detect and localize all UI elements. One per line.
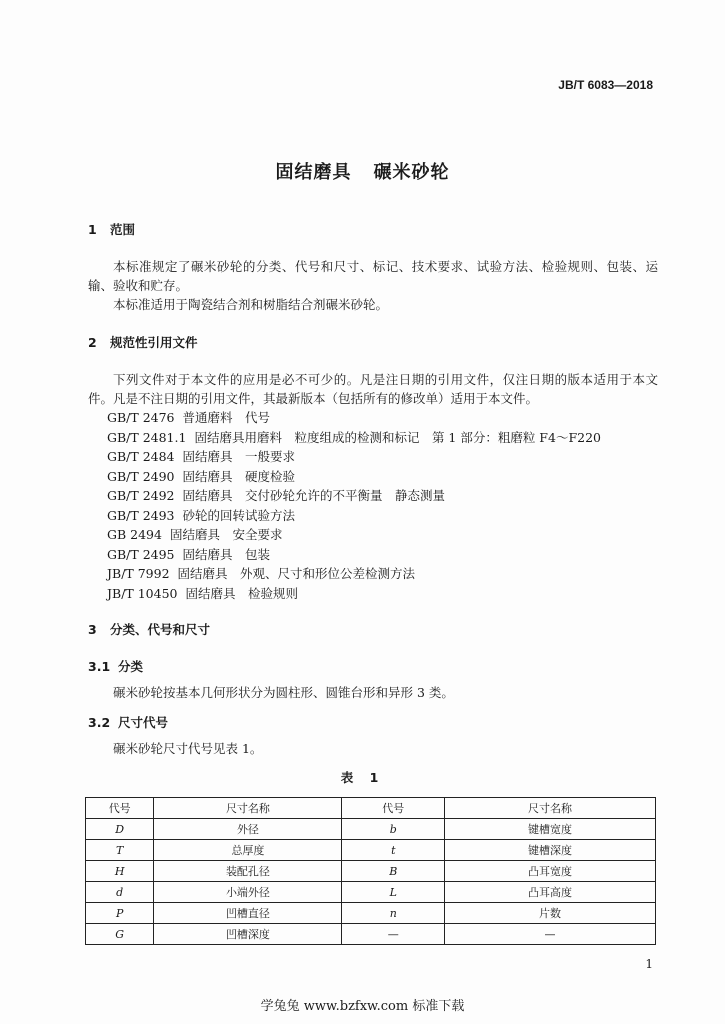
dimension-name-cell: 装配孔径	[154, 861, 342, 882]
reference-title: 固结磨具 外观、尺寸和形位公差检测方法	[177, 566, 416, 581]
table-row	[86, 840, 656, 861]
section-title: 分类、代号和尺寸	[110, 622, 211, 637]
symbol-cell: B	[342, 861, 445, 882]
table-row	[86, 924, 656, 945]
reference-code: GB/T 2492	[107, 488, 175, 503]
reference-code: JB/T 7992	[107, 566, 170, 581]
reference-item	[107, 408, 601, 428]
symbol-cell: d	[86, 882, 154, 903]
dimension-name-cell: 键槽深度	[445, 840, 656, 861]
section-1-heading	[88, 220, 135, 238]
symbol-cell: t	[342, 840, 445, 861]
reference-code: GB/T 2484	[107, 449, 175, 464]
reference-item	[107, 447, 601, 467]
dimension-name-cell: 外径	[154, 819, 342, 840]
reference-list	[107, 408, 601, 603]
symbol-cell: L	[342, 882, 445, 903]
table-caption: 表 1	[340, 770, 385, 785]
symbol-cell: b	[342, 819, 445, 840]
reference-title: 固结磨具 安全要求	[169, 527, 283, 542]
table-header-cell: 尺寸名称	[154, 798, 342, 819]
reference-item	[107, 467, 601, 487]
reference-title: 固结磨具用磨料 粒度组成的检测和标记 第 1 部分：粗磨粒 F4～F220	[194, 429, 601, 445]
classification-paragraph: 碾米砂轮按基本几何形状分为圆柱形、圆锥台形和异形 3 类。	[113, 685, 454, 700]
table-row	[86, 903, 656, 924]
reference-item	[107, 486, 601, 506]
reference-title: 固结磨具 硬度检验	[182, 468, 296, 484]
references-intro: 下列文件对于本文件的应用是必不可少的。凡是注日期的引用文件，仅注日期的版本适用于本文件。凡是不注日期的引用文件，其最新版本（包括所有的修改单）适用于本文件。	[88, 372, 658, 406]
reference-code: GB/T 2481.1	[107, 429, 187, 445]
reference-item	[107, 525, 601, 545]
section-2-heading	[88, 333, 198, 351]
reference-item	[107, 564, 601, 584]
reference-code: GB/T 2490	[107, 468, 175, 484]
section-3-2-heading	[88, 713, 168, 731]
reference-title: 固结磨具 检验规则	[185, 585, 298, 601]
symbol-cell: H	[86, 861, 154, 882]
dimension-name-cell: 凹槽深度	[154, 924, 342, 945]
reference-code: GB 2494	[107, 527, 162, 542]
symbol-cell: T	[86, 840, 154, 861]
section-number: 3.1	[88, 659, 111, 674]
section-3-1-heading	[88, 657, 143, 675]
section-number: 3	[88, 622, 97, 637]
table-header-cell: 尺寸名称	[445, 798, 656, 819]
table-row	[86, 861, 656, 882]
reference-item	[107, 584, 601, 604]
symbol-cell: G	[86, 924, 154, 945]
section-number: 1	[88, 222, 97, 237]
section-title: 规范性引用文件	[110, 335, 198, 350]
footer-watermark: 学兔兔 www.bzfxw.com 标准下载	[260, 999, 465, 1014]
table-header-row	[86, 798, 656, 819]
symbol-cell: D	[86, 819, 154, 840]
dimension-name-cell: —	[445, 924, 656, 945]
dimension-codes-paragraph: 碾米砂轮尺寸代号见表 1。	[113, 741, 263, 756]
reference-code: JB/T 10450	[107, 585, 178, 601]
dimension-name-cell: 小端外径	[154, 882, 342, 903]
scope-paragraph-1: 本标准规定了碾米砂轮的分类、代号和尺寸、标记、技术要求、试验方法、检验规则、包装、运输、验收和贮存。	[88, 259, 658, 293]
dimension-name-cell: 凹槽直径	[154, 903, 342, 924]
dimension-code-table	[85, 797, 656, 945]
symbol-cell: —	[342, 924, 445, 945]
dimension-name-cell: 凸耳高度	[445, 882, 656, 903]
title-part1: 固结磨具	[275, 162, 352, 183]
document-title	[0, 158, 725, 184]
scope-paragraph-2: 本标准适用于陶瓷结合剂和树脂结合剂碾米砂轮。	[113, 297, 389, 312]
reference-code: GB/T 2476	[107, 410, 175, 425]
reference-title: 固结磨具 包装	[182, 546, 271, 562]
section-title: 尺寸代号	[118, 715, 169, 730]
dimension-name-cell: 键槽宽度	[445, 819, 656, 840]
dimension-name-cell: 片数	[445, 903, 656, 924]
symbol-cell: n	[342, 903, 445, 924]
section-title: 范围	[110, 222, 136, 237]
reference-title: 固结磨具 交付砂轮允许的不平衡量 静态测量	[182, 488, 446, 503]
section-number: 3.2	[88, 715, 111, 730]
symbol-cell: P	[86, 903, 154, 924]
table-row	[86, 819, 656, 840]
dimension-name-cell: 总厚度	[154, 840, 342, 861]
reference-title: 普通磨料 代号	[182, 410, 271, 425]
reference-code: GB/T 2495	[107, 546, 175, 562]
standard-number: JB/T 6083—2018	[558, 78, 653, 92]
section-number: 2	[88, 335, 97, 350]
table-header-cell: 代号	[86, 798, 154, 819]
table-row	[86, 882, 656, 903]
reference-item	[107, 428, 601, 448]
reference-title: 砂轮的回转试验方法	[182, 507, 296, 523]
reference-item	[107, 545, 601, 565]
page-number: 1	[645, 957, 653, 971]
section-3-heading	[88, 620, 210, 638]
dimension-name-cell: 凸耳宽度	[445, 861, 656, 882]
reference-item	[107, 506, 601, 526]
section-title: 分类	[118, 659, 144, 674]
reference-title: 固结磨具 一般要求	[182, 449, 296, 464]
title-part2: 碾米砂轮	[373, 162, 450, 183]
table-header-cell: 代号	[342, 798, 445, 819]
reference-code: GB/T 2493	[107, 507, 175, 523]
